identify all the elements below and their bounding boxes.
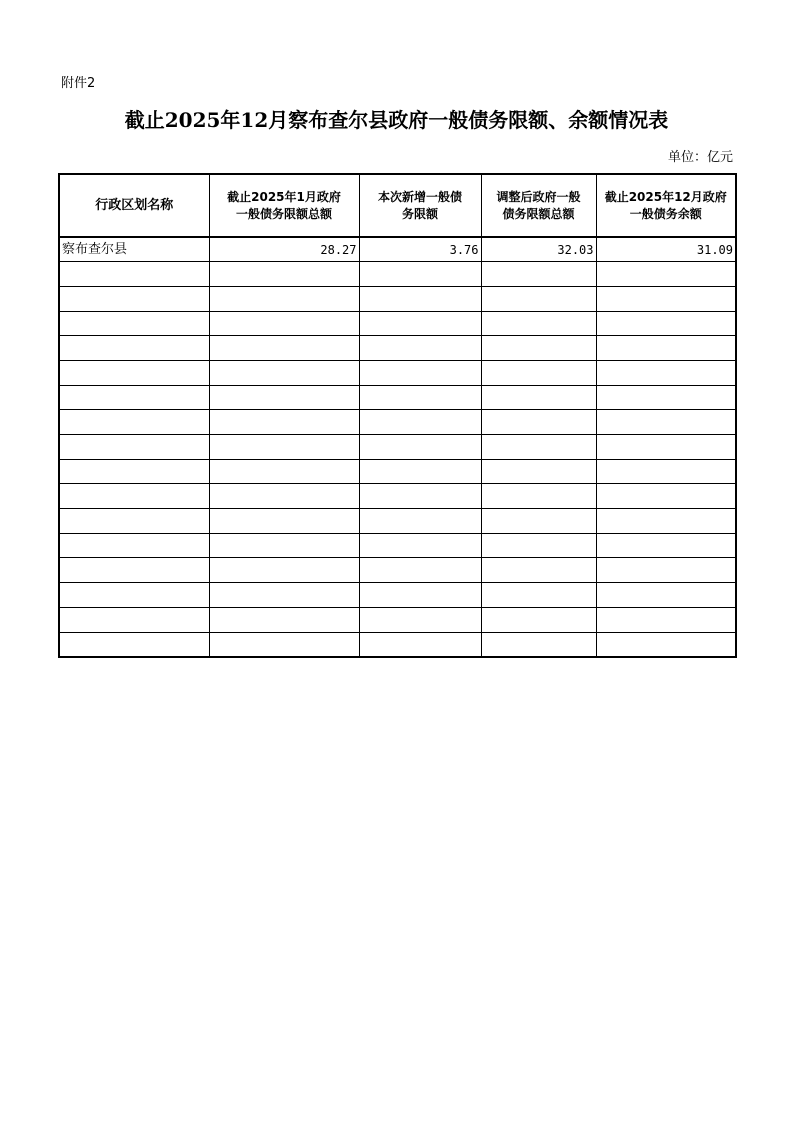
empty-cell (209, 410, 359, 435)
empty-table-row (59, 509, 736, 534)
empty-cell (59, 459, 209, 484)
empty-table-row (59, 360, 736, 385)
empty-cell (209, 286, 359, 311)
empty-cell (481, 360, 596, 385)
empty-cell (481, 583, 596, 608)
empty-cell (359, 558, 481, 583)
empty-cell (359, 435, 481, 460)
empty-cell (359, 336, 481, 361)
unit-label: 单位：亿元 (667, 150, 733, 165)
header-new-limit-line-1: 本次新增一般债 (377, 189, 462, 204)
empty-table-row (59, 286, 736, 311)
empty-table-row (59, 262, 736, 287)
empty-cell (481, 533, 596, 558)
empty-cell (359, 262, 481, 287)
empty-cell (359, 410, 481, 435)
empty-cell (596, 311, 736, 336)
empty-cell (359, 509, 481, 534)
empty-cell (209, 311, 359, 336)
empty-table-row (59, 410, 736, 435)
header-jan-limit-line-1: 截止2025年1月政府 (227, 189, 341, 204)
empty-cell (596, 509, 736, 534)
empty-table-row (59, 607, 736, 632)
empty-cell (481, 336, 596, 361)
header-adjusted-limit-line-2: 债务限额总额 (502, 206, 575, 221)
empty-cell (596, 336, 736, 361)
empty-cell (481, 632, 596, 657)
empty-table-row (59, 459, 736, 484)
header-jan-limit (209, 174, 359, 237)
empty-cell (359, 533, 481, 558)
empty-table-row (59, 385, 736, 410)
empty-cell (481, 509, 596, 534)
empty-cell (209, 435, 359, 460)
empty-cell (209, 533, 359, 558)
empty-cell (209, 336, 359, 361)
empty-table-row (59, 484, 736, 509)
page-title: 截止2025年12月察布查尔县政府一般债务限额、余额情况表 (124, 108, 669, 132)
empty-cell (359, 286, 481, 311)
header-region-label: 行政区划名称 (95, 198, 174, 213)
empty-cell (596, 459, 736, 484)
empty-cell (59, 286, 209, 311)
header-new-limit (359, 174, 481, 237)
empty-cell (59, 484, 209, 509)
empty-cell (359, 385, 481, 410)
empty-cell (481, 311, 596, 336)
cell-region: 察布查尔县 (59, 237, 209, 262)
empty-cell (481, 558, 596, 583)
empty-cell (209, 385, 359, 410)
empty-cell (59, 583, 209, 608)
attachment-label: 附件2 (61, 76, 96, 91)
empty-cell (209, 583, 359, 608)
debt-table (58, 173, 737, 658)
empty-cell (481, 385, 596, 410)
cell-adjusted-limit: 32.03 (481, 237, 596, 262)
empty-table-row (59, 311, 736, 336)
cell-new-limit: 3.76 (359, 237, 481, 262)
empty-cell (59, 558, 209, 583)
empty-cell (596, 385, 736, 410)
empty-cell (596, 286, 736, 311)
header-dec-balance-line-2: 一般债务余额 (629, 206, 702, 221)
empty-table-row (59, 336, 736, 361)
header-new-limit-line-2: 务限额 (401, 206, 438, 221)
empty-cell (596, 533, 736, 558)
empty-table-row (59, 533, 736, 558)
empty-cell (481, 459, 596, 484)
empty-cell (59, 336, 209, 361)
empty-cell (59, 262, 209, 287)
empty-cell (596, 583, 736, 608)
header-dec-balance-line-1: 截止2025年12月政府 (604, 189, 727, 204)
empty-cell (481, 286, 596, 311)
empty-cell (359, 360, 481, 385)
empty-cell (359, 459, 481, 484)
empty-cell (359, 632, 481, 657)
empty-cell (596, 558, 736, 583)
empty-cell (481, 410, 596, 435)
cell-jan-limit: 28.27 (209, 237, 359, 262)
empty-cell (209, 509, 359, 534)
empty-cell (596, 484, 736, 509)
empty-cell (59, 385, 209, 410)
header-jan-limit-line-2: 一般债务限额总额 (235, 206, 332, 221)
header-adjusted-limit (481, 174, 596, 237)
table-body (59, 237, 736, 657)
empty-cell (359, 583, 481, 608)
empty-cell (209, 459, 359, 484)
header-region (59, 174, 209, 237)
empty-cell (481, 607, 596, 632)
empty-cell (596, 607, 736, 632)
empty-cell (596, 435, 736, 460)
cell-dec-balance: 31.09 (596, 237, 736, 262)
empty-cell (481, 262, 596, 287)
empty-cell (209, 360, 359, 385)
empty-cell (209, 558, 359, 583)
empty-cell (481, 484, 596, 509)
empty-cell (481, 435, 596, 460)
empty-cell (209, 262, 359, 287)
empty-cell (596, 410, 736, 435)
empty-cell (59, 435, 209, 460)
empty-cell (59, 509, 209, 534)
empty-cell (209, 607, 359, 632)
empty-table-row (59, 632, 736, 657)
header-dec-balance (596, 174, 736, 237)
empty-cell (359, 311, 481, 336)
header-adjusted-limit-line-1: 调整后政府一般 (496, 189, 581, 204)
empty-table-row (59, 558, 736, 583)
empty-table-row (59, 435, 736, 460)
empty-cell (59, 607, 209, 632)
empty-cell (59, 533, 209, 558)
empty-cell (596, 262, 736, 287)
table-row (59, 237, 736, 262)
empty-cell (359, 607, 481, 632)
empty-cell (596, 360, 736, 385)
empty-cell (209, 632, 359, 657)
empty-cell (59, 632, 209, 657)
empty-cell (59, 311, 209, 336)
empty-cell (59, 410, 209, 435)
empty-cell (59, 360, 209, 385)
table-header-row (59, 174, 736, 237)
empty-table-row (59, 583, 736, 608)
empty-cell (209, 484, 359, 509)
empty-cell (359, 484, 481, 509)
empty-cell (596, 632, 736, 657)
